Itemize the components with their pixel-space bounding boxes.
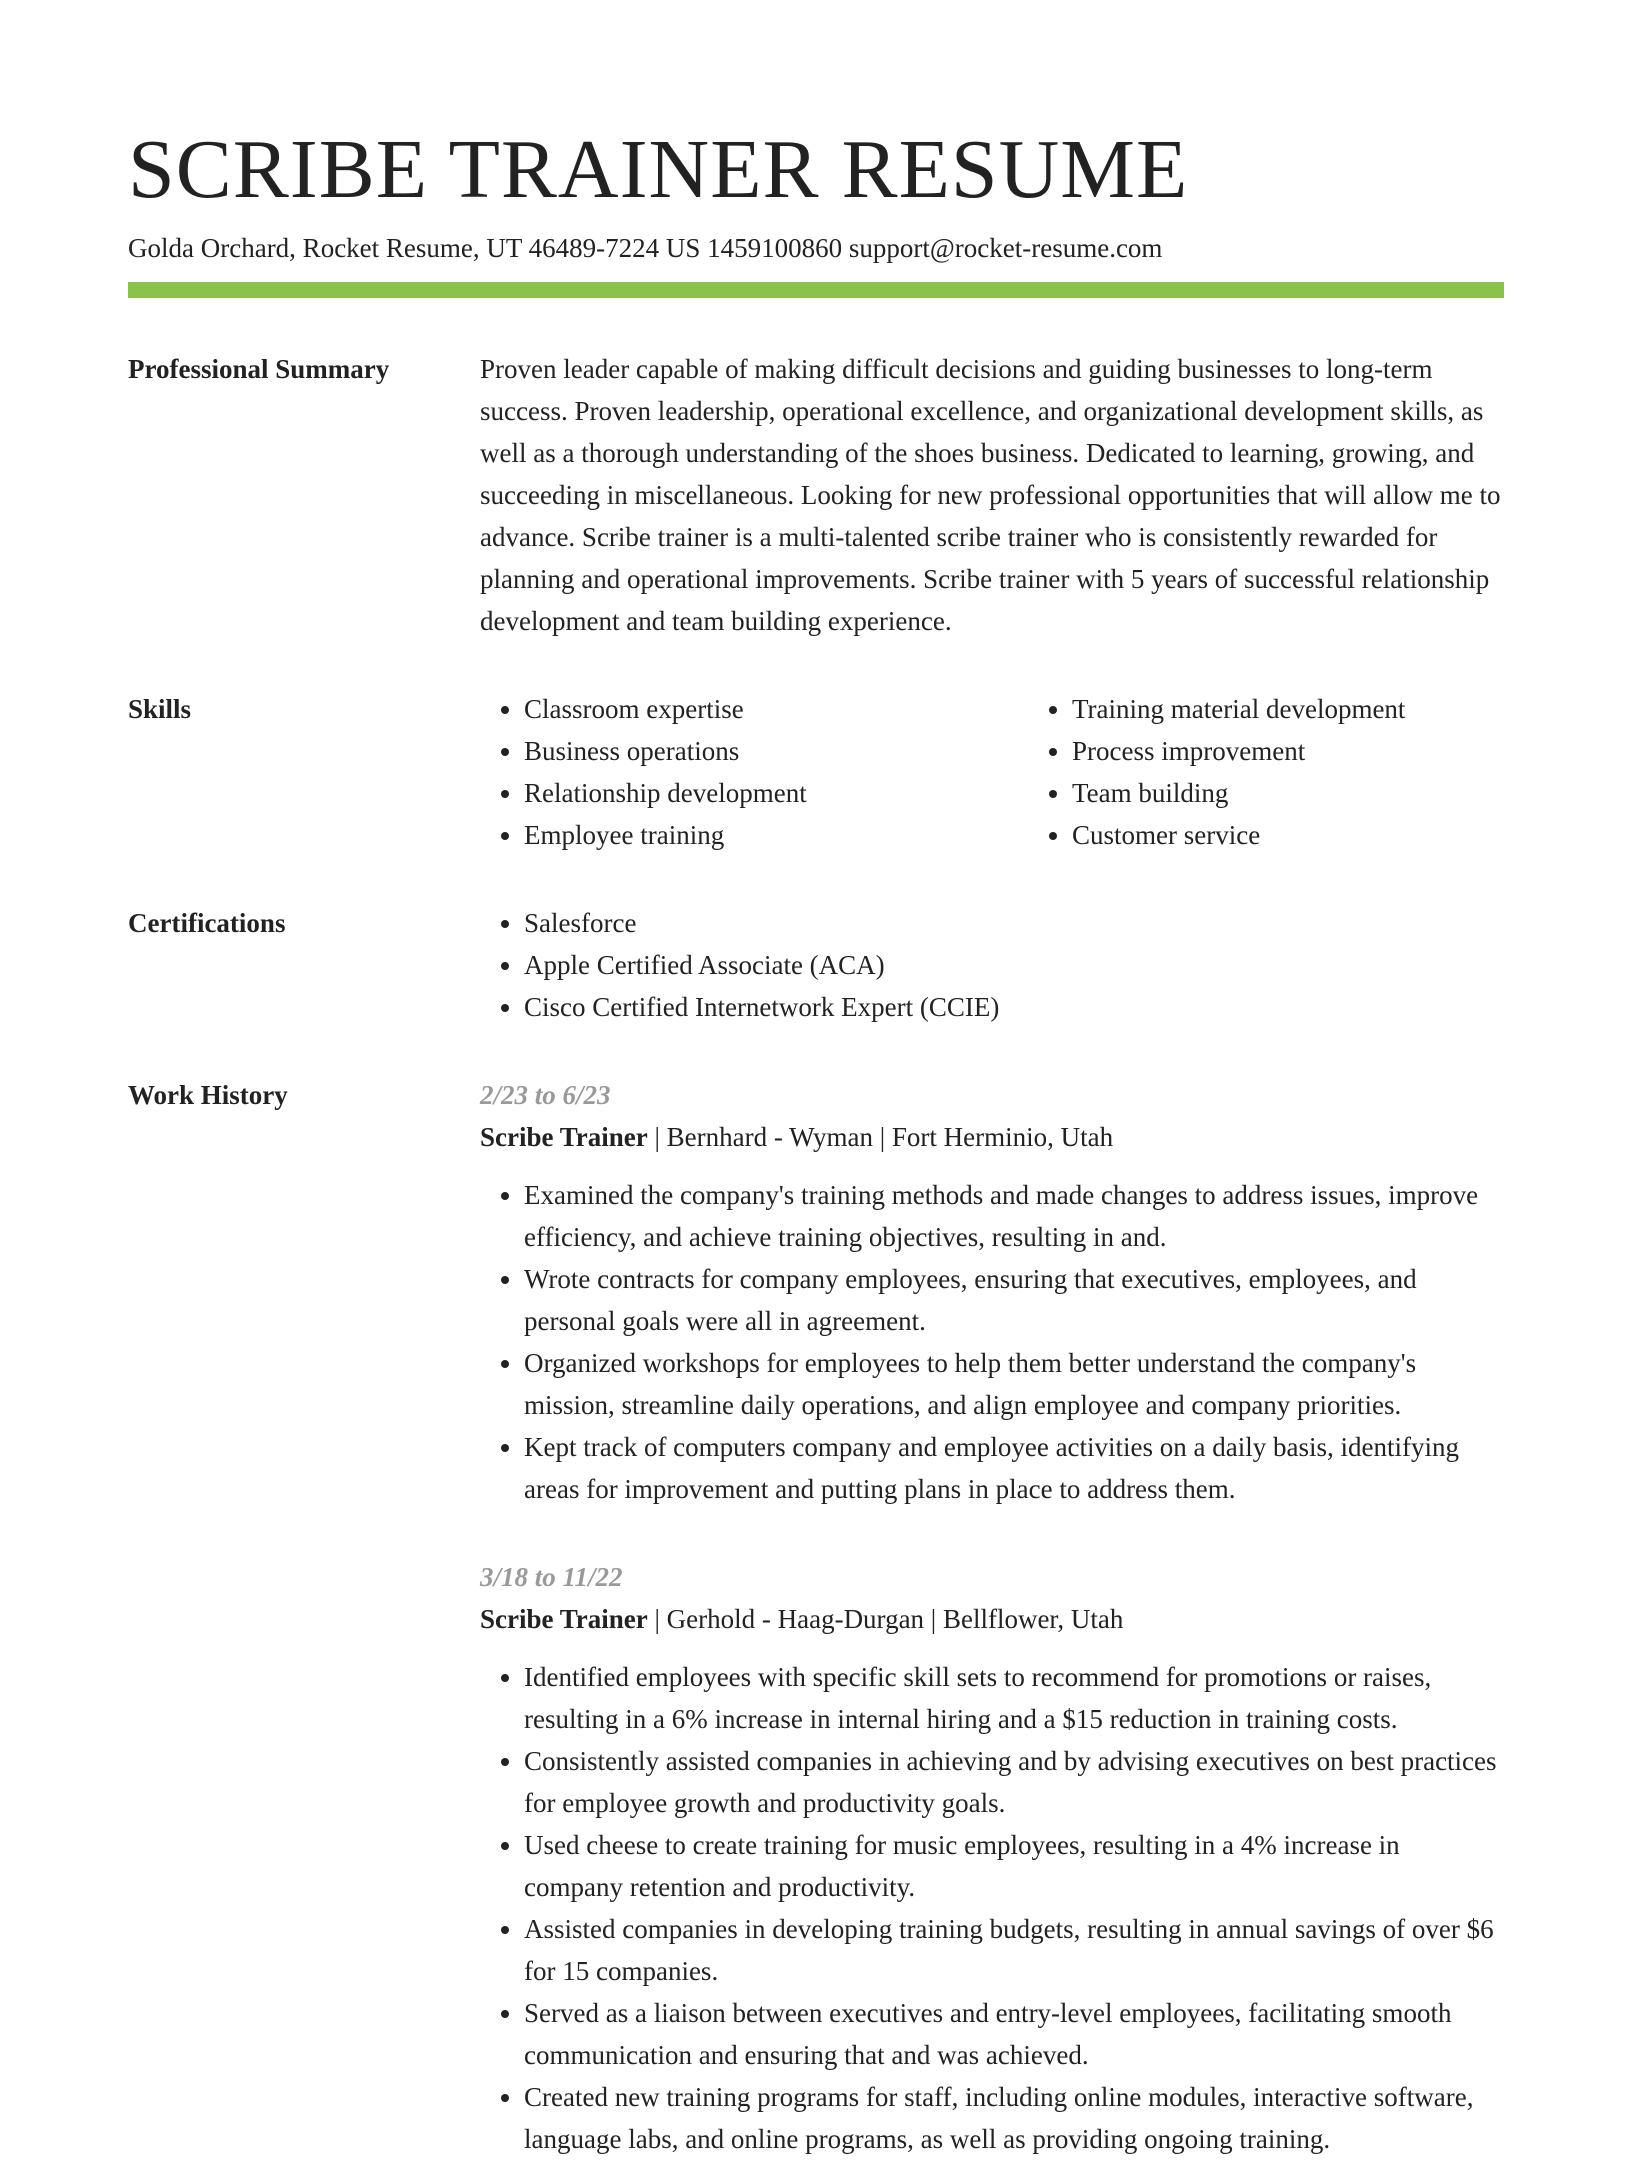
list-item: • Employee training: [524, 814, 1028, 856]
skills-columns: [480, 688, 1576, 856]
header-divider: [128, 282, 1504, 298]
section-body: [480, 348, 1504, 642]
job-bullets: [480, 1656, 1504, 2160]
job-title-line: [480, 1116, 1504, 1158]
list-item: • Classroom expertise: [524, 688, 1028, 730]
list-item: • Organized workshops for employees to help them better understand the company's mission, streamline daily operations, and align employee and company priorities.: [524, 1342, 1504, 1426]
list-item: • Relationship development: [524, 772, 1028, 814]
section-body: [480, 1074, 1504, 2160]
certifications-list: [480, 902, 1504, 1028]
job-details: | Bernhard - Wyman | Fort Herminio, Utah: [647, 1122, 1114, 1152]
list-item: • Training material development: [1072, 688, 1576, 730]
job-bullets: [480, 1174, 1504, 1510]
job-entry: [480, 1074, 1504, 1510]
job-title-line: [480, 1598, 1504, 1640]
list-item: • Wrote contracts for company employees, ensuring that executives, employees, and personal goals were all in agreement.: [524, 1258, 1504, 1342]
list-item: • Examined the company's training methods and made changes to address issues, improve efficiency, and achieve training objectives, resulting in and.: [524, 1174, 1504, 1258]
job-dates: 3/18 to 11/22: [480, 1562, 623, 1592]
summary-text: Proven leader capable of making difficult decisions and guiding businesses to long-term success. Proven leadership, operational excellence, and organizational development skills, as well as a thorough understanding of the shoes business. Dedicated to learning, growing, and succeeding in miscellaneous. Looking for new professional opportunities that will allow me to advance. Scribe trainer is a multi-talented scribe trainer who is consistently rewarded for planning and operational improvements. Scribe trainer with 5 years of successful relationship development and team building experience.: [480, 354, 1501, 636]
section-label: Professional Summary: [128, 354, 390, 384]
list-item: • Business operations: [524, 730, 1028, 772]
section-body: [480, 902, 1504, 1028]
job-dates: 2/23 to 6/23: [480, 1080, 611, 1110]
job-entry: [480, 1556, 1504, 2160]
certifications-section: [128, 902, 1504, 1028]
list-item: • Cisco Certified Internetwork Expert (CCIE): [524, 986, 1504, 1028]
contact-info: Golda Orchard, Rocket Resume, UT 46489-7224 US 1459100860 support@rocket-resume.com: [128, 233, 1163, 263]
list-item: • Identified employees with specific skill sets to recommend for promotions or raises, resulting in a 6% increase in internal hiring and a $15 reduction in training costs.: [524, 1656, 1504, 1740]
list-item: • Salesforce: [524, 902, 1504, 944]
summary-section: [128, 348, 1504, 642]
page-title: SCRIBE TRAINER RESUME: [128, 123, 1189, 216]
skills-list-right: [1028, 688, 1576, 856]
list-item: • Team building: [1072, 772, 1576, 814]
list-item: • Served as a liaison between executives and entry-level employees, facilitating smooth communication and ensuring that and was achieved.: [524, 1992, 1504, 2076]
section-label: Certifications: [128, 908, 286, 938]
work-history-section: [128, 1074, 1504, 2160]
list-item: • Kept track of computers company and employee activities on a daily basis, identifying areas for improvement and putting plans in place to address them.: [524, 1426, 1504, 1510]
list-item: • Customer service: [1072, 814, 1576, 856]
job-details: | Gerhold - Haag-Durgan | Bellflower, Utah: [647, 1604, 1124, 1634]
resume-page: [128, 120, 1504, 2160]
list-item: • Assisted companies in developing training budgets, resulting in annual savings of over $6 for 15 companies.: [524, 1908, 1504, 1992]
section-label: Work History: [128, 1080, 288, 1110]
list-item: • Used cheese to create training for music employees, resulting in a 4% increase in company retention and productivity.: [524, 1824, 1504, 1908]
section-label: Skills: [128, 694, 192, 724]
list-item: • Process improvement: [1072, 730, 1576, 772]
list-item: • Apple Certified Associate (ACA): [524, 944, 1504, 986]
job-title: Scribe Trainer: [480, 1604, 648, 1634]
list-item: • Created new training programs for staff, including online modules, interactive software, language labs, and online programs, as well as providing ongoing training.: [524, 2076, 1504, 2160]
skills-section: [128, 688, 1504, 856]
skills-list-left: [480, 688, 1028, 856]
list-item: • Consistently assisted companies in achieving and by advising executives on best practices for employee growth and productivity goals.: [524, 1740, 1504, 1824]
job-title: Scribe Trainer: [480, 1122, 648, 1152]
